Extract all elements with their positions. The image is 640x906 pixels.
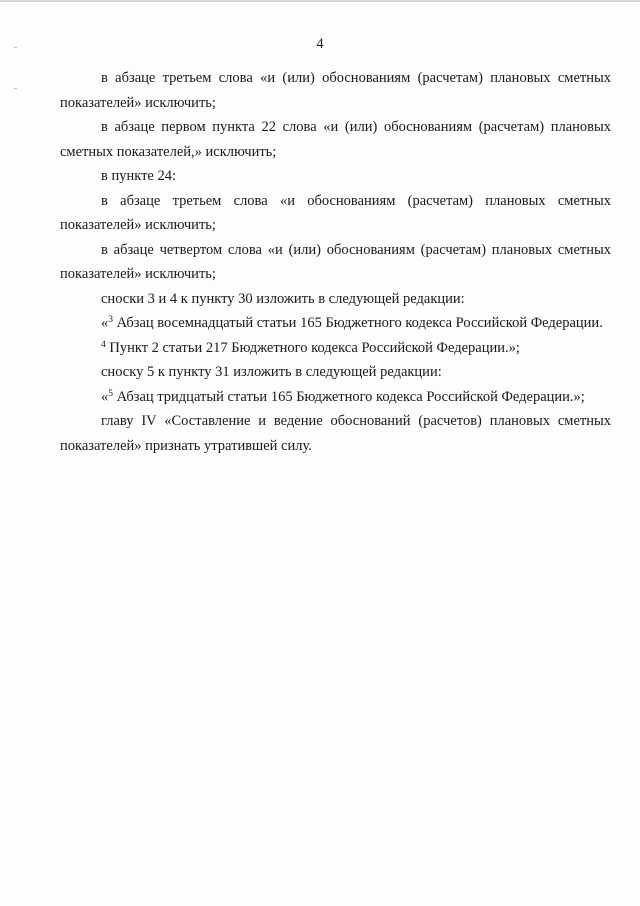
paragraph: сноски 3 и 4 к пункту 30 изложить в следующей редакции: [101,290,465,307]
paragraph: в абзаце первом пункта 22 слова «и (или) обоснованиям (расчетам) плановых сметных показателей,» исключить; [60,119,611,160]
scan-top-edge [0,0,640,2]
paragraph: в абзаце третьем слова «и обоснованиям (расчетам) плановых сметных показателей» исключить; [60,192,611,233]
footnote-paragraph: «$^5$ Абзац тридцатый статьи 165 Бюджетного кодекса Российской Федерации.»; [101,388,585,405]
paragraph: в абзаце четвертом слова «и (или) обоснованиям (расчетам) плановых сметных показателей» исключить; [60,241,611,282]
paragraph: в абзаце третьем слова «и (или) обоснованиям (расчетам) плановых сметных показателей» исключить; [60,70,611,111]
paragraph: главу IV «Составление и ведение обоснований (расчетов) плановых сметных показателей» признать утратившей силу. [60,413,611,454]
footnote-paragraph: «$^3$ Абзац восемнадцатый статьи 165 Бюджетного кодекса Российской Федерации. [101,315,603,331]
paragraph: сноску 5 к пункту 31 изложить в следующей редакции: [101,364,442,380]
document-body [60,66,611,458]
footnote-paragraph: $^4$ Пункт 2 статьи 217 Бюджетного кодекса Российской Федерации.»; [101,339,520,356]
page-number: 4 [316,36,324,52]
paragraph: в пункте 24: [101,168,177,184]
scan-mark-left-lower [14,88,17,89]
